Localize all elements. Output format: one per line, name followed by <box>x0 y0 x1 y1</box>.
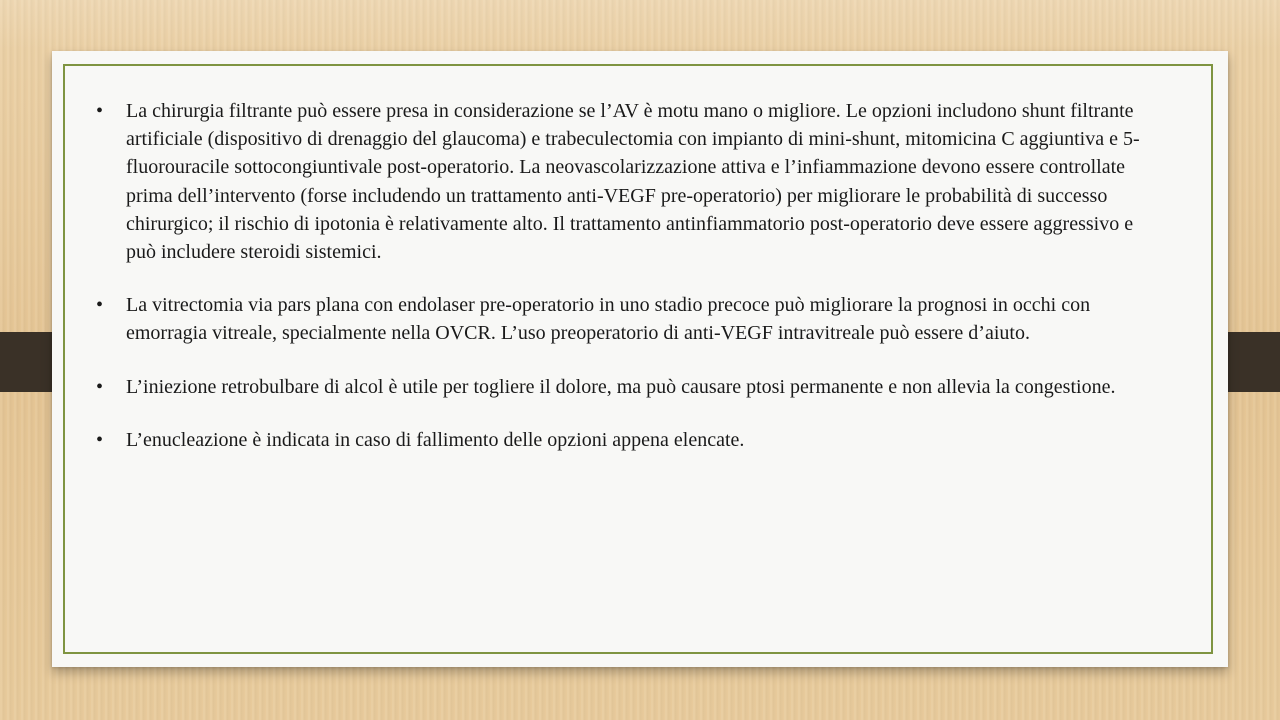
bullet-text: L’enucleazione è indicata in caso di fallimento delle opzioni appena elencate. <box>126 428 745 451</box>
bullet-text: La vitrectomia via pars plana con endolaser pre-operatorio in uno stadio precoce può migliorare la prognosi in occhi con emorragia vitreale, specialmente nella OVCR. L’uso preoperatorio di anti-VEGF intravitreale può essere d’aiuto. <box>126 294 1091 345</box>
bullet-list <box>96 97 1166 454</box>
slide-card <box>52 51 1228 667</box>
bullet-item-3 <box>96 373 1166 401</box>
bullet-text: La chirurgia filtrante può essere presa in considerazione se l’AV è motu mano o migliore. Le opzioni includono shunt filtrante artificiale (dispositivo di drenaggio del glaucoma) e trabeculectomia con impianto di mini-shunt, mitomicina C aggiuntiva e 5-fluorouracile sottocongiuntivale post-operatorio. La neovascolarizzazione attiva e l’infiammazione devono essere controllate prima dell’intervento (forse includendo un trattamento anti-VEGF pre-operatorio) per migliorare le probabilità di successo chirurgico; il rischio di ipotonia è relativamente alto. Il trattamento antinfiammatorio post-operatorio deve essere aggressivo e può includere steroidi sistemici. <box>126 100 1140 264</box>
bullet-marker: • <box>96 294 104 317</box>
bullet-item-1 <box>96 97 1166 266</box>
bullet-marker: • <box>96 100 104 122</box>
bullet-item-2 <box>96 291 1166 347</box>
bullet-text: L’iniezione retrobulbare di alcol è utile per togliere il dolore, ma può causare ptosi permanente e non allevia la congestione. <box>126 375 1116 398</box>
bullet-marker: • <box>96 428 104 451</box>
bullet-marker: • <box>96 375 104 398</box>
bullet-item-4 <box>96 426 1166 454</box>
wood-background <box>0 0 1280 50</box>
